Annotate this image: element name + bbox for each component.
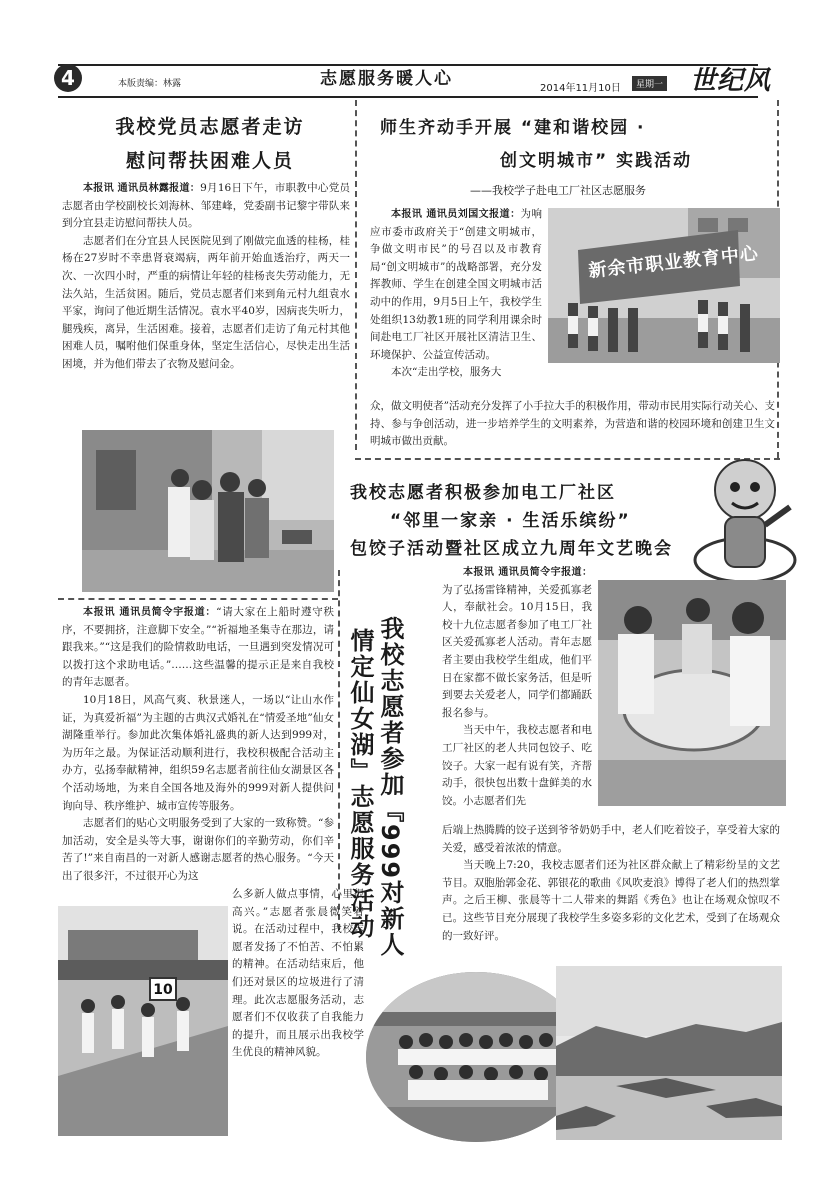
divider-vertical-top — [355, 100, 357, 450]
article3-paragraph-3: 当天晚上7:20，我校志愿者们还为社区群众献上了精彩纷呈的文艺节目。双胞胎郭金花、郭银花的歌曲《风吹麦浪》博得了老人们的热烈掌声。之后王柳、张晨等十二人带来的舞蹈《秀色》也让在场观众惊叹不已。这些节目充分展现了我校学生多姿多彩的文化艺术，受到了在场观众的一致好评。 — [442, 859, 780, 942]
article4-paragraph-1 — [62, 604, 334, 692]
article4-p1-text: “请大家在上船时遵守秩序，不要拥挤，注意脚下安全。”“祈福地圣集寺在那边，请跟我来。”“这是我们的险情救助电话，一旦遇到突发情况可以拨打这个求助电话。”……这些温馨的提示正是来自我校的青年志愿者。 — [62, 606, 334, 689]
article2-body-col — [370, 206, 542, 382]
article1-paragraph-1 — [62, 180, 350, 233]
article3-paragraph-2a: 当天中午，我校志愿者和电工厂社区的老人共同包饺子、吃饺子。大家一起有说有笑，齐帮动手，很快包出数十盘鲜美的水饺。小志愿者们先 — [442, 724, 592, 807]
volunteer-mascot-illustration — [690, 445, 800, 595]
article1-byline: 本报讯 通讯员林露报道： — [83, 183, 201, 194]
article4-paragraph-3a: 志愿者们的贴心文明服务受到了大家的一致称赞。“参加活动，安全是头等大事，谢谢你们的辛勤劳动，你们辛苦了!”来自南昌的一对新人感谢志愿者的热心服务。“今天出了很多汗，不过很开心为这 — [62, 817, 334, 882]
article3-title-line2: “邻里一家亲 · 生活乐缤纷” — [390, 511, 631, 531]
article2-photo-banner-text: 新余市职业教育中心 — [587, 243, 760, 282]
divider-vertical-left-lower — [338, 570, 340, 930]
article1-title-line1: 我校党员志愿者走访 — [115, 116, 305, 138]
article1-body — [62, 180, 350, 374]
article3-title-line1: 我校志愿者积极参加电工厂社区 — [350, 483, 616, 503]
article4-title-col2: 情定仙女湖』志愿服务活动 — [346, 628, 374, 940]
article1-title — [80, 110, 340, 178]
article4-photo-lake-pier — [58, 906, 228, 1136]
header-rule-bottom — [58, 96, 758, 98]
article1-photo — [82, 430, 334, 592]
article3-byline: 本报讯 通讯员简令宇报道： — [463, 567, 592, 578]
article4-paragraph-2: 10月18日，风高气爽、秋景迷人，一场以“让山水作证，为真爱祈福”为主题的古典汉式婚礼在“情爱圣地”仙女湖隆重举行。参加此次集体婚礼盛典的新人达到999对，为历年之最。为保证活动顺利进行，我校积极配合活动主办方，弘扬奉献精神，组织59名志愿者前往仙女湖景区各个活动场地，为来自全国各地及海外的999对新人提供问询向导、秩序维护、城市宣传等服务。 — [62, 693, 334, 812]
article4-title-col1: 我校志愿者参加『999对新人 — [376, 616, 404, 959]
article2-body-wide — [370, 398, 775, 451]
photo-sign-number: 10 — [153, 982, 173, 998]
article3-body-wide — [442, 822, 780, 945]
article4-body — [62, 604, 334, 886]
article2-title-line2: 创文明城市” 实践活动 — [500, 151, 693, 171]
article3-p1-text: 为了弘扬雷锋精神，关爱孤寡老人，奉献社会。10月15日，我校十九位志愿者参加了电工厂社区关爱孤寡老人活动。青年志愿者主要由我校学生组成，他们平日在家都不做长家务活，但是听到要去关爱老人，同学们都踊跃报名参与。 — [442, 583, 592, 719]
article4-photo-group — [366, 972, 586, 1142]
article2-paragraph-1 — [370, 206, 542, 364]
article2-paragraph-2b: 众，做文明使者”活动充分发挥了小手拉大手的积极作用，带动市民用实际行动关心、支持、参与争创活动，进一步培养学生的文明素养，为营造和谐的校园环境和创建卫生文明城市做出贡献。 — [370, 400, 775, 448]
article2-p1-text: 为响应市委市政府关于“创建文明城市，争做文明市民”的号召以及市教育局“创文明城市”的战略部署，充分发挥教师、学生在创建全国文明城市活动中的作用，9月5日上午，我校学生处组织13幼教1班的同学利用课余时间赴电工厂社区开展社区清洁卫生、环境保护、公益宣传活动。 — [370, 208, 543, 361]
article4-body-narrow — [232, 886, 364, 1062]
article1-title-line2: 慰问帮扶困难人员 — [125, 150, 294, 172]
article2-title-line1: 师生齐动手开展 “建和谐校园 · — [380, 118, 646, 138]
divider-horizontal-left — [58, 598, 338, 600]
article3-photo — [598, 580, 786, 806]
masthead-logo: 世纪风 — [690, 66, 772, 96]
article2-subtitle: ——我校学子赴电工厂社区志愿服务 — [470, 184, 646, 197]
issue-date: 2014年11月10日 — [540, 83, 621, 94]
article3-paragraph-2b: 后端上热腾腾的饺子送到爷爷奶奶手中，老人们吃着饺子，享受着大家的关爱，感受着浓浓的情意。 — [442, 824, 780, 854]
article4-byline: 本报讯 通讯员简令宇报道： — [83, 607, 217, 618]
article2-byline: 本报讯 通讯员刘国文报道： — [391, 209, 521, 220]
article1-paragraph-2: 志愿者们在分宜县人民医院见到了刚做完血透的桂杨，桂杨在27岁时不幸患肾衰竭病，两年前开始血透治疗，两天一次、一次四小时，严重的病情让年轻的桂杨丧失劳动能力，无法久站，生活贫困。随后，党员志愿者们来到角元村九组袁水平家，询问了他近期生活情况。袁水平40岁，因病丧失听力，腿残疾，离异，生活困难。接着，志愿者们走访了角元村其他困难人员，嘱咐他们保重身体，坚定生活信心，尽快走出生活困境，并为他们带去了衣物及慰问金。 — [62, 234, 350, 370]
article1-p1-text: 9月16日下午，市职教中心党员志愿者由学校副校长刘海林、邹建峰，党委副书记黎宇带队来到分宜县走访慰问帮扶人员。 — [62, 182, 351, 230]
page-number: 4 — [54, 64, 82, 92]
article3-body-col — [442, 564, 592, 810]
article2-photo — [548, 208, 780, 363]
article4-paragraph-3b: 么多新人做点事情，心里很高兴。”志愿者张晨微笑着说。在活动过程中，我校志愿者发扬了不怕苦、不怕累的精神。在活动结束后，他们还对景区的垃圾进行了清理。此次志愿服务活动，志愿者们不仅收获了自我能力的提升，而且展示出我校学生优良的精神风貌。 — [232, 888, 364, 1059]
article3-title-line3: 包饺子活动暨社区成立九周年文艺晚会 — [350, 539, 673, 559]
article3-paragraph-1 — [442, 564, 592, 722]
issue-weekday: 星期一 — [632, 76, 667, 91]
section-title: 志愿服务暖人心 — [320, 69, 453, 89]
editor-credit: 本版责编：林露 — [118, 79, 182, 89]
article4-photo-lake-landscape — [556, 966, 782, 1140]
article2-paragraph-2a: 本次“走出学校，服务大 — [391, 366, 502, 379]
